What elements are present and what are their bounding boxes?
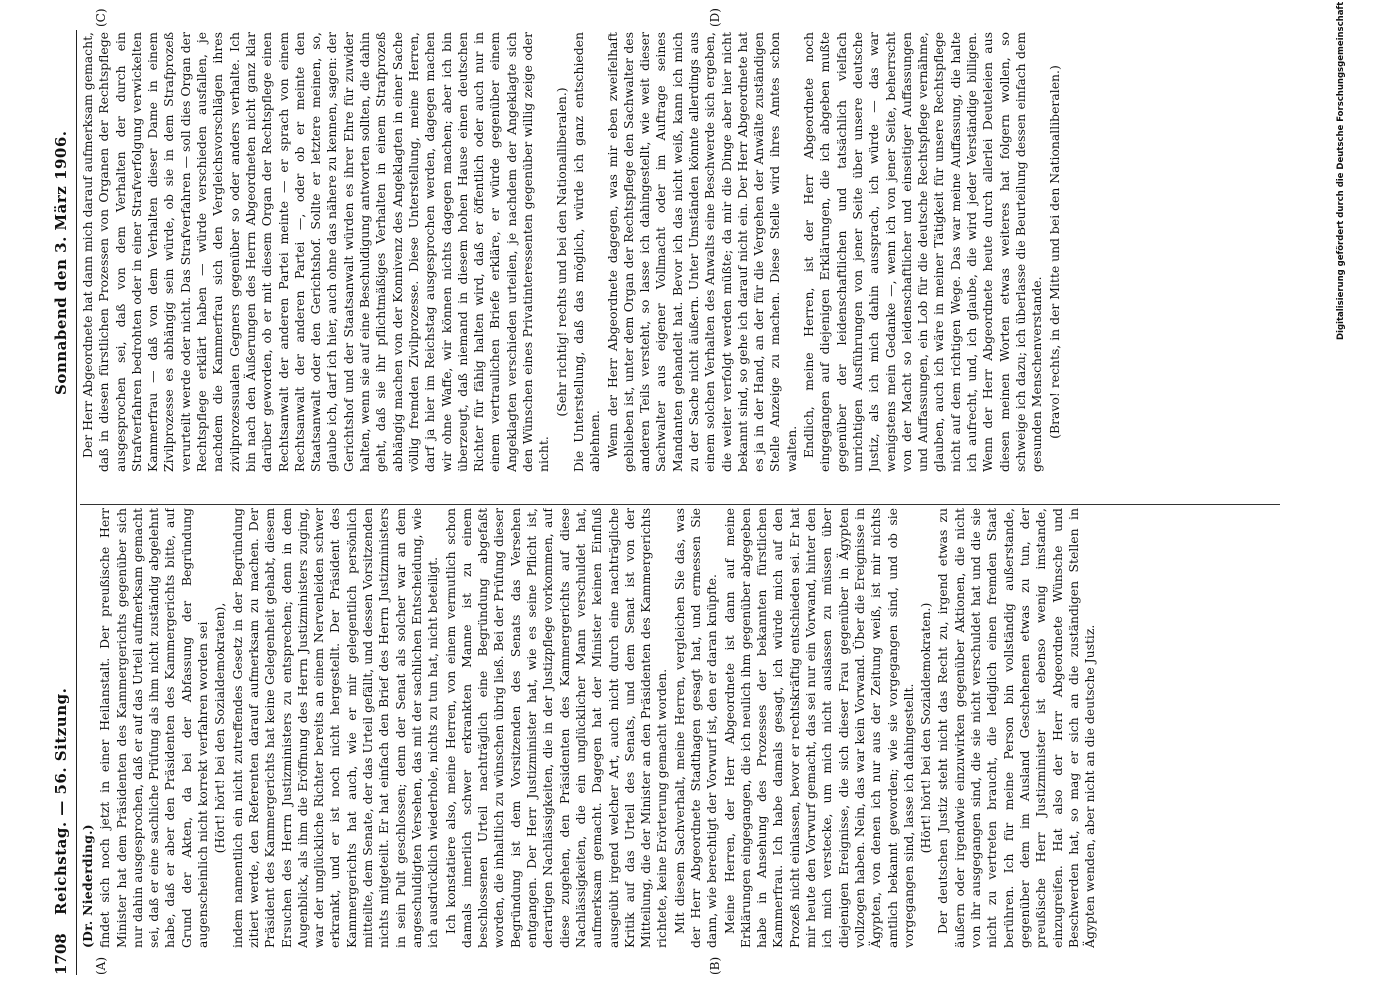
paragraph: findet sich noch jetzt in einer Heilanstalt. Der preußische Herr Minister hat dem Präsidenten des Kammergerichts gegenüber sich nur dahin ausgesprochen, daß er auf das Urteil aufmerksam gemacht sei, daß er eine sachliche Prüfung als ihm nicht zuständig abgelehnt habe, daß er aber den Präsidenten des Kammergerichts bitte, auf Grund der Akten, da bei der Abfassung der Begründung augenscheinlich nicht korrekt verfahren worden sei: [97, 508, 211, 948]
paragraph: Die Unterstellung, daß das möglich, würde ich ganz entschieden ablehnen.: [570, 32, 603, 472]
paragraph: Meine Herren, der Herr Abgeordnete ist dann auf meine Erklärungen eingegangen, die ich neulich ihm gegenüber abgegeben habe in Ansehung des Prozesses der bekannten fürstlichen Kammerfrau. Ich habe damals gesagt, ich würde mich auf den Prozeß nicht einlassen, bevor er rechtskräftig entschieden sei. Er hat mir heute den Vorwurf gemacht, das sei nur ein Vorwand, hinter den ich mich verstecke, um mich nicht auslassen zu müssen über diejenigen Ereignisse, die sich dieser Frau gegenüber in Ägypten vollzogen haben. Nein, das war kein Vorwand. Über die Ereignisse in Ägypten, von denen ich nur aus der Zeitung weiß, ist mir nichts amtlich bekannt geworden; wie sie vorgegangen sind, und ob sie vorgegangen sind, lasse ich dahingestellt.: [721, 508, 916, 948]
page-header: [48, 30, 77, 975]
paragraph: (Hört! hört! bei den Sozialdemokraten.): [918, 602, 934, 854]
paragraph: Mit diesem Sachverhalt, meine Herren, vergleichen Sie das, was der Herr Abgeordnete Stadthagen gesagt hat, und ermessen Sie dann, wie berechtigt der Vorwurf ist, den er daran knüpfte.: [671, 508, 720, 948]
right-column: [80, 32, 1275, 472]
paragraph: Der Herr Abgeordnete hat dann mich darauf aufmerksam gemacht, daß in diesen fürstlichen Prozessen von Organen der Rechtspflege ausgesprochen sei, daß von dem Verhalten der durch ein Strafverfahren bedrohten oder in einer Strafverfolgung verwickelten Kammerfrau — daß von dem Verhalten dieser Dame in einem Zivilprozesse es abhängig sein würde, ob sie in dem Strafprozeß verurteilt werde oder nicht. Das Strafverfahren — soll dies Organ der Rechtspflege erklärt haben — würde verschieden ausfallen, je nachdem die Kammerfrau sich den Vergleichsvorschlägen ihres zivilprozessualen Gegners gegenüber so oder anders verhalte. Ich bin nach den Äußerungen des Herrn Abgeordneten nicht ganz klar darüber geworden, ob er mit diesem Organ der Rechtspflege einen Rechtsanwalt der anderen Partei meinte — er sprach von einem Rechtsanwalt der anderen Partei —, oder ob er meinte den Staatsanwalt oder den Gerichtshof. Sollte er letztere meinen, so, glaube ich, darf ich hier, auch ohne das nähere zu kennen, sagen: der Gerichtshof und der Staatsanwalt würden es ihrer Ehre für zuwider halten, wenn sie auf eine Beschuldigung antworten sollten, die dahin geht, daß sie ihr pflichtmäßiges Verhalten in einem Strafprozeß abhängig machen von der Konnivenz des Angeklagten in einer Sache völlig fremden Zivilprozesse. Diese Unterstellung, meine Herren, darf ja hier im Reichstag ausgesprochen werden, dagegen machen wir ohne Waffe, wir können nichts dagegen machen; aber ich bin überzeugt, daß niemand in diesem hohen Hause einen deutschen Richter für fähig halten wird, daß er öffentlich oder auch nur in einem vertraulichen Briefe erkläre, er würde gegenüber einem Angeklagten verschieden urteilen, je nachdem der Angeklagte sich den Wünschen eines Privatinteressenten gegenüber willig zeige oder nicht.: [80, 32, 552, 472]
paragraph: (Bravo! rechts, in der Mitte und bei den Nationalliberalen.): [1046, 65, 1062, 439]
left-column: [80, 508, 1275, 948]
session-date: Sonnabend den 3. März 1906.: [52, 130, 70, 395]
paragraph: indem namentlich ein nicht zutreffendes Gesetz in der Begründung zitiert werde, den Referenten darauf aufmerksam zu machen. Der Präsident des Kammergerichts hat keine Gelegenheit gehabt, diesem Ersuchen des Herrn Justizministers zu entsprechen; denn in dem Augenblick, als ihm die Eröffnung des Herrn Justizministers zuging, war der unglückliche Richter bereits an einem Nervenleiden schwer erkrankt, und er ist noch nicht hergestellt. Der Präsident des Kammergerichts hat auch, wie er mir gelegentlich persönlich mitteilte, dem Senate, der das Urteil gefällt, und dessen Vorsitzenden nichts mitgeteilt. Er hat einfach den Brief des Herrn Justizministers in sein Pult geschlossen; denn der Senat als solcher war an dem angeschuldigten Versehen, das mit der sachlichen Entscheidung, wie ich ausdrücklich wiederhole, nichts zu tun hat, nicht beteiligt.: [229, 508, 441, 948]
paragraph: Der deutschen Justiz steht nicht das Recht zu, irgend etwas zu äußern oder irgendwie einzuwirken gegenüber Aktionen, die nicht von ihr ausgegangen sind, die sie nicht verschuldet hat und die sie nicht zu vertreten braucht, die lediglich einen fremden Staat berühren. Ich für meine Person bin vollständig außerstande, gegenüber dem im Ausland Geschehenen etwas zu tun, der preußische Herr Justizminister ist ebenso wenig imstande, einzugreifen. Hat also der Herr Abgeordnete Wünsche und Beschwerden hat, so mag er sich an die zuständigen Stellen in Ägypten wenden, aber nicht an die deutsche Justiz.: [935, 508, 1098, 948]
margin-marker-a: (A): [94, 956, 108, 975]
paragraph: (Sehr richtig! rechts und bei den Nationalliberalen.): [553, 87, 569, 417]
margin-marker-b: (B): [708, 956, 722, 975]
paragraph: (Hört! hört! bei den Sozialdemokraten),: [212, 602, 228, 854]
page-title: Reichstag. — 56. Sitzung.: [52, 687, 70, 915]
paragraph: Endlich, meine Herren, ist der Herr Abgeordnete noch eingegangen auf diejenigen Erklärungen, die ich abgeben mußte gegenüber der leidenschaftlichen und tatsächlich vielfach unrichtigen Ausführungen von jener Seite über unsere deutsche Justiz, als ich mich dahin aussprach, ich würde — das war wenigstens mein Gedanke —, wenn ich von jener Seite, beherrscht von der Macht so leidenschaftlicher und einseitiger Auffassungen und Auffassungen, ein Lob für die deutsche Rechtspflege vernähme, glauben, auch ich wäre in meiner Tätigkeit für unsere Rechtspflege nicht auf dem richtigen Wege. Das war meine Auffassung, die halte ich aufrecht, und, ich glaube, die wird jeder Verständige billigen. Wenn der Herr Abgeordnete heute durch allerlei Deuteleien aus diesen meinen Worten etwas weiteres hat folgern wollen, so schweige ich dazu; ich überlasse die Beurteilung dessen einfach dem gesunden Menschenverstande.: [801, 32, 1045, 472]
margin-marker-c: (C): [94, 8, 108, 27]
credit-text: Digitalisierung gefördert durch die Deutsche Forschungsgemeinschaft: [1336, 1, 1346, 340]
paragraph: (Dr. Niederding.): [80, 824, 95, 948]
paragraph: Ich konstatiere also, meine Herren, von einem vermutlich schon damals innerlich schwer erkrankten Manne ist zu einem beschlossenen Urteil nachträglich eine Begründung abgefaßt worden, die inhaltlich zu wünschen übrig ließ. Bei der Prüfung dieser Begründung ist dem Vorsitzenden des Senats das Versehen entgangen. Der Herr Justizminister hat, wie es seine Pflicht ist, derartigen Nachlässigkeiten, die in der Justizpflege vorkommen, auf diese zugehen, den Präsidenten des Kammergerichts auf diese Nachlässigkeiten, die ein unglücklicher Mann verschuldet hat, aufmerksam gemacht. Dagegen hat der Minister keinen Einfluß ausgeübt irgend welcher Art, auch nicht durch eine nachträgliche Kritik auf das Urteil des Senats, und dem Senat ist von der Mitteilung, die der Minister an den Präsidenten des Kammergerichts richtete, keine Erörterung gemacht worden.: [442, 508, 670, 948]
page-number: 1708: [52, 933, 70, 975]
margin-marker-d: (D): [708, 8, 722, 27]
digitization-credit: [1335, 1, 1369, 340]
column-divider: [80, 504, 1280, 505]
paragraph: Wenn der Herr Abgeordnete dagegen, was mir eben zweifelhaft geblieben ist, unter dem Organ der Rechtspflege den Sachwalter des anderen Teils versteht, so lasse ich dahingestellt, wie weit dieser Sachwalter aus eigener Vollmacht oder im Auftrage seines Mandanten gehandelt hat. Bevor ich das nicht weiß, kann ich mich zu der Sache nicht äußern. Unter Umständen könnte allerdings aus einem solchen Verhalten des Anwalts eine Beschwerde sich ergeben, die weiter verfolgt werden müßte; da mir die Dinge aber hier nicht bekannt sind, so gehe ich darauf nicht ein. Der Herr Abgeordnete hat es ja in der Hand, an der für die Vergehen der Anwälte zuständigen Stelle Anzeige zu machen. Diese Stelle wird ihres Amtes schon walten.: [604, 32, 799, 472]
